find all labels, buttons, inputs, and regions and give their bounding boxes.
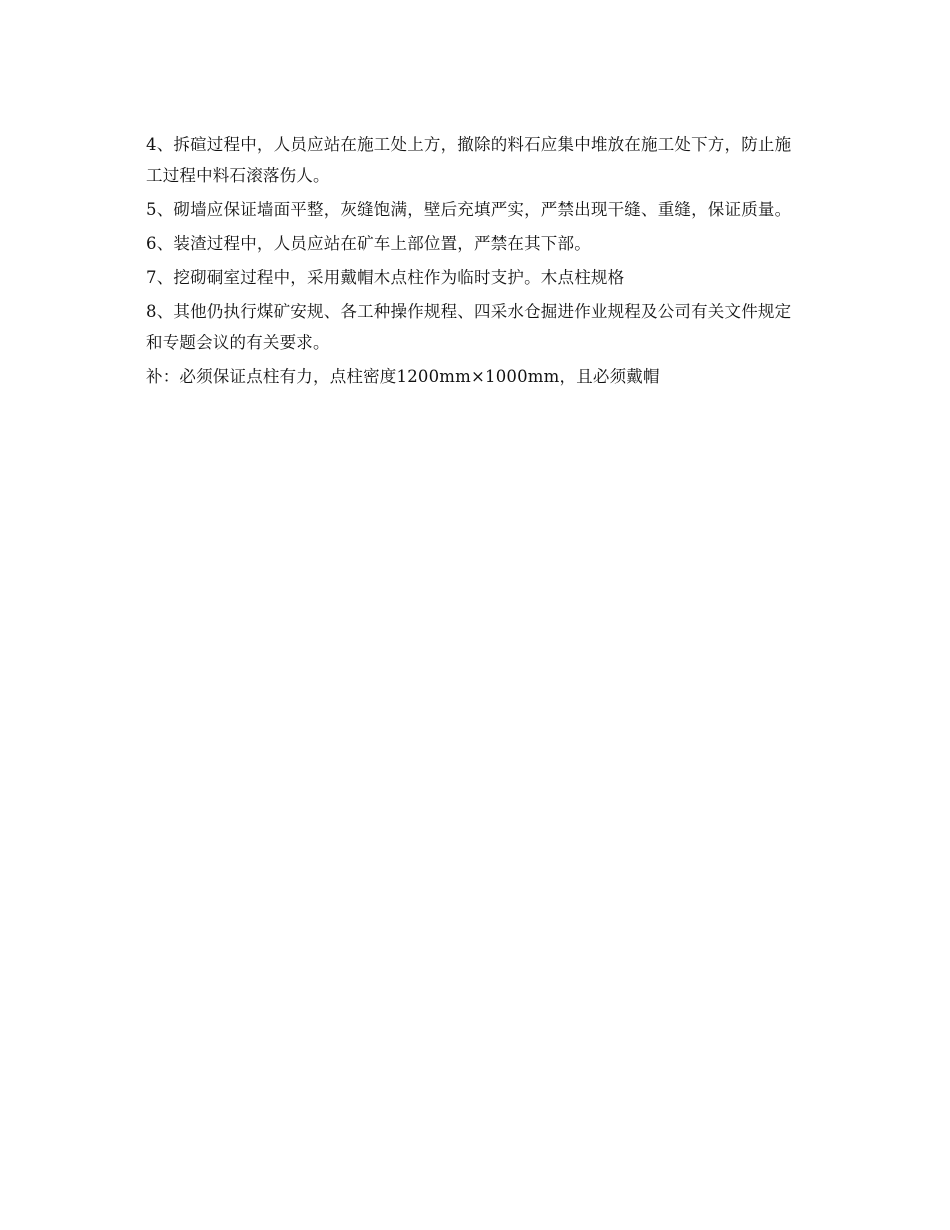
paragraph-item-5: 5、砌墙应保证墙面平整，灰缝饱满，壁后充填严实，严禁出现干缝、重缝，保证质量。 — [146, 200, 792, 219]
paragraph-item-6: 6、装渣过程中，人员应站在矿车上部位置，严禁在其下部。 — [146, 234, 591, 253]
paragraph-supplement: 补：必须保证点柱有力，点柱密度1200mm×1000mm，且必须戴帽 — [146, 367, 660, 386]
document-body — [146, 129, 796, 395]
paragraph-item-7: 7、挖砌硐室过程中，采用戴帽木点柱作为临时支护。木点柱规格 — [146, 268, 625, 287]
paragraph-item-4: 4、拆碹过程中，人员应站在施工处上方，撤除的料石应集中堆放在施工处下方，防止施工过程中料石滚落伤人。 — [146, 135, 792, 185]
paragraph-item-8: 8、其他仍执行煤矿安规、各工种操作规程、四采水仓掘进作业规程及公司有关文件规定和专题会议的有关要求。 — [146, 302, 792, 352]
